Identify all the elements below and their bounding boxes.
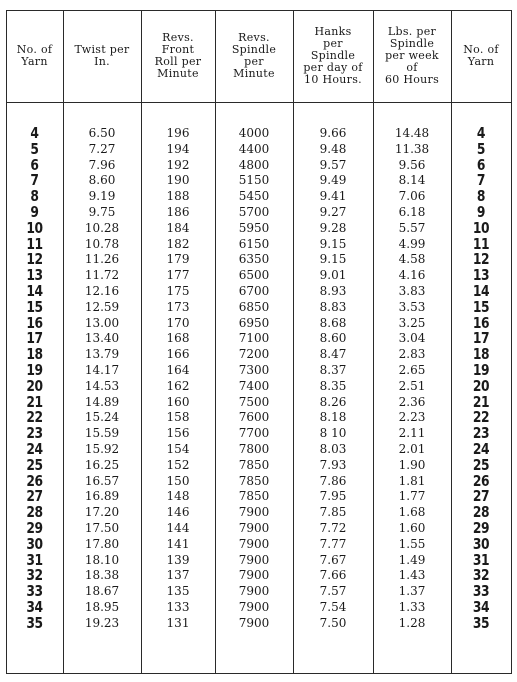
spindle-revs-cell: 7700	[238, 426, 270, 441]
twist-cell: 10.78	[84, 236, 120, 251]
hanks-cell: 9.57	[319, 157, 347, 172]
yarn-number-cell: 35	[26, 613, 43, 632]
front-roll-cell: 186	[166, 204, 190, 219]
twist-cell: 13.40	[84, 331, 120, 346]
spindle-revs-cell: 5150	[238, 173, 270, 188]
spindle-revs-cell: 7900	[238, 536, 270, 551]
front-roll-cell: 175	[166, 283, 190, 298]
lbs-cell: 4.58	[398, 252, 426, 267]
front-roll-cell: 173	[166, 299, 190, 314]
front-roll-cell: 133	[166, 599, 190, 614]
hanks-cell: 8.18	[319, 410, 347, 425]
column-front-roll	[141, 126, 215, 632]
column-lbs	[373, 126, 451, 632]
yarn-number-cell: 28	[472, 503, 490, 522]
lbs-cell: 2.51	[398, 378, 426, 393]
spindle-revs-cell: 7900	[238, 505, 270, 520]
twist-cell: 11.26	[84, 252, 120, 267]
hanks-cell: 8.26	[319, 394, 347, 409]
column-yarn-no	[6, 126, 63, 632]
lbs-cell: 2.11	[398, 426, 426, 441]
lbs-cell: 1.77	[398, 489, 426, 504]
twist-cell: 8.60	[88, 173, 116, 188]
twist-cell: 17.20	[84, 505, 120, 520]
lbs-cell: 7.06	[398, 189, 426, 204]
yarn-number-cell: 29	[472, 518, 490, 537]
lbs-cell: 4.16	[398, 268, 426, 283]
lbs-cell: 1.37	[398, 584, 426, 599]
hanks-cell: 7.93	[319, 457, 347, 472]
yarn-number-cell: 27	[26, 487, 43, 506]
hanks-cell: 7.67	[319, 552, 347, 567]
lbs-cell: 1.43	[398, 568, 426, 583]
yarn-number-cell: 30	[472, 534, 490, 553]
spindle-revs-cell: 7900	[238, 552, 270, 567]
yarn-number-cell: 29	[26, 518, 43, 537]
spindle-revs-cell: 5700	[238, 204, 270, 219]
hanks-cell: 9.28	[319, 220, 347, 235]
hanks-cell: 8 10	[319, 426, 347, 441]
hanks-cell: 9.15	[319, 236, 347, 251]
yarn-number-cell: 9	[30, 202, 39, 221]
front-roll-cell: 137	[166, 568, 190, 583]
lbs-cell: 2.65	[398, 362, 426, 377]
spindle-revs-cell: 7200	[238, 347, 270, 362]
front-roll-cell: 188	[166, 189, 190, 204]
spindle-revs-cell: 7800	[238, 441, 270, 456]
column-hanks	[293, 126, 373, 632]
yarn-number-cell: 8	[476, 187, 486, 206]
twist-cell: 11.72	[84, 268, 120, 283]
lbs-cell: 2.83	[398, 347, 426, 362]
spindle-revs-cell: 4800	[238, 157, 270, 172]
twist-cell: 6.50	[88, 126, 116, 140]
lbs-cell: 1.81	[398, 473, 426, 488]
hanks-cell: 7.77	[319, 536, 347, 551]
yarn-number-cell: 21	[472, 392, 490, 411]
front-roll-cell: 184	[166, 220, 190, 235]
yarn-number-cell: 5	[30, 139, 39, 158]
yarn-number-cell: 31	[472, 550, 490, 569]
hanks-cell: 9.41	[319, 189, 347, 204]
yarn-number-cell: 11	[26, 234, 43, 253]
lbs-cell: 9.56	[398, 157, 426, 172]
spindle-revs-cell: 6700	[238, 283, 270, 298]
spindle-revs-cell: 7900	[238, 584, 270, 599]
yarn-number-cell: 13	[26, 266, 43, 285]
twist-cell: 18.67	[84, 584, 120, 599]
lbs-cell: 2.36	[398, 394, 426, 409]
twist-cell: 18.95	[84, 599, 120, 614]
front-roll-cell: 192	[166, 157, 190, 172]
column-twist	[63, 126, 141, 632]
lbs-cell: 1.28	[398, 615, 426, 630]
twist-cell: 15.59	[84, 426, 120, 441]
front-roll-cell: 131	[166, 615, 190, 630]
lbs-cell: 2.23	[398, 410, 426, 425]
yarn-number-cell: 26	[26, 471, 43, 490]
front-roll-cell: 146	[166, 505, 190, 520]
spindle-revs-cell: 6150	[238, 236, 270, 251]
yarn-number-cell: 21	[26, 392, 43, 411]
front-roll-cell: 148	[166, 489, 190, 504]
yarn-number-cell: 15	[472, 297, 490, 316]
yarn-number-cell: 18	[26, 345, 43, 364]
yarn-number-cell: 34	[472, 597, 490, 616]
hanks-cell: 7.66	[319, 568, 347, 583]
front-roll-cell: 166	[166, 347, 190, 362]
hanks-cell: 8.03	[319, 441, 347, 456]
spindle-revs-cell: 7900	[238, 520, 270, 535]
twist-cell: 7.27	[88, 141, 116, 156]
right-border	[511, 10, 512, 674]
header-spindle-revs: Revs. Spindle per Minute	[231, 31, 277, 80]
yarn-number-cell: 26	[472, 471, 490, 490]
yarn-number-cell: 14	[26, 281, 43, 300]
twist-cell: 14.53	[84, 378, 120, 393]
yarn-number-cell: 10	[472, 218, 490, 237]
hanks-cell: 8.83	[319, 299, 347, 314]
yarn-number-cell: 25	[472, 455, 490, 474]
yarn-number-cell: 20	[26, 376, 43, 395]
hanks-cell: 7.72	[319, 520, 347, 535]
twist-cell: 7.96	[88, 157, 116, 172]
front-roll-cell: 196	[166, 126, 190, 140]
lbs-cell: 1.60	[398, 520, 426, 535]
twist-cell: 9.19	[88, 189, 116, 204]
twist-cell: 13.00	[84, 315, 120, 330]
lbs-cell: 5.57	[398, 220, 426, 235]
yarn-number-cell: 6	[476, 155, 486, 174]
lbs-cell: 14.48	[394, 126, 430, 140]
column-spindle-revs	[215, 126, 293, 632]
yarn-number-cell: 7	[30, 171, 39, 190]
yarn-number-cell: 9	[476, 202, 486, 221]
yarn-number-cell: 12	[472, 250, 490, 269]
hanks-cell: 7.54	[319, 599, 347, 614]
lbs-cell: 3.25	[398, 315, 426, 330]
column-yarn-no-right	[451, 126, 511, 632]
hanks-cell: 7.50	[319, 615, 347, 630]
yarn-number-cell: 8	[30, 187, 39, 206]
front-roll-cell: 190	[166, 173, 190, 188]
yarn-number-cell: 34	[26, 597, 43, 616]
twist-cell: 12.16	[84, 283, 120, 298]
yarn-number-cell: 24	[26, 439, 43, 458]
lbs-cell: 11.38	[394, 141, 430, 156]
front-roll-cell: 170	[166, 315, 190, 330]
header-yarn-no: No. of Yarn	[16, 43, 53, 68]
yarn-number-cell: 32	[26, 566, 43, 585]
spindle-revs-cell: 4000	[238, 126, 270, 140]
lbs-cell: 1.33	[398, 599, 426, 614]
spindle-revs-cell: 7100	[238, 331, 270, 346]
lbs-cell: 3.53	[398, 299, 426, 314]
front-roll-cell: 164	[166, 362, 190, 377]
hanks-cell: 8.35	[319, 378, 347, 393]
spindle-revs-cell: 5950	[238, 220, 270, 235]
lbs-cell: 6.18	[398, 204, 426, 219]
front-roll-cell: 139	[166, 552, 190, 567]
lbs-cell: 1.49	[398, 552, 426, 567]
spindle-revs-cell: 7900	[238, 599, 270, 614]
twist-cell: 17.80	[84, 536, 120, 551]
lbs-cell: 1.68	[398, 505, 426, 520]
yarn-number-cell: 15	[26, 297, 43, 316]
spindle-revs-cell: 6500	[238, 268, 270, 283]
lbs-cell: 2.01	[398, 441, 426, 456]
header-front-roll: Revs. Front Roll per Minute	[154, 31, 202, 80]
twist-cell: 14.17	[84, 362, 120, 377]
front-roll-cell: 135	[166, 584, 190, 599]
yarn-number-cell: 35	[472, 613, 490, 632]
yarn-number-cell: 23	[472, 424, 490, 443]
spindle-revs-cell: 6950	[238, 315, 270, 330]
yarn-number-cell: 13	[472, 266, 490, 285]
twist-cell: 15.24	[84, 410, 120, 425]
yarn-number-cell: 23	[26, 424, 43, 443]
spindle-revs-cell: 7600	[238, 410, 270, 425]
spindle-revs-cell: 7900	[238, 615, 270, 630]
yarn-number-cell: 24	[472, 439, 490, 458]
hanks-cell: 9.01	[319, 268, 347, 283]
yarn-number-cell: 25	[26, 455, 43, 474]
front-roll-cell: 154	[166, 441, 190, 456]
hanks-cell: 9.27	[319, 204, 347, 219]
yarn-number-cell: 33	[26, 582, 43, 601]
twist-cell: 12.59	[84, 299, 120, 314]
lbs-cell: 1.55	[398, 536, 426, 551]
header-yarn-no-right: No. of Yarn	[463, 43, 499, 68]
yarn-number-cell: 27	[472, 487, 490, 506]
twist-cell: 10.28	[84, 220, 120, 235]
twist-cell: 17.50	[84, 520, 120, 535]
yarn-number-cell: 16	[472, 313, 490, 332]
yarn-number-cell: 11	[472, 234, 490, 253]
front-roll-cell: 156	[166, 426, 190, 441]
twist-cell: 18.10	[84, 552, 120, 567]
front-roll-cell: 194	[166, 141, 190, 156]
twist-cell: 16.89	[84, 489, 120, 504]
hanks-cell: 8.68	[319, 315, 347, 330]
yarn-number-cell: 12	[26, 250, 43, 269]
hanks-cell: 7.57	[319, 584, 347, 599]
twist-cell: 15.92	[84, 441, 120, 456]
spindle-revs-cell: 7300	[238, 362, 270, 377]
twist-cell: 19.23	[84, 615, 120, 630]
front-roll-cell: 160	[166, 394, 190, 409]
hanks-cell: 8.93	[319, 283, 347, 298]
hanks-cell: 8.37	[319, 362, 347, 377]
lbs-cell: 1.90	[398, 457, 426, 472]
header-lbs: Lbs. per Spindle per week of 60 Hours	[384, 25, 440, 86]
twist-cell: 9.75	[88, 204, 116, 219]
spindle-revs-cell: 6850	[238, 299, 270, 314]
yarn-number-cell: 18	[472, 345, 490, 364]
hanks-cell: 7.86	[319, 473, 347, 488]
header-hanks: Hanks per Spindle per day of 10 Hours.	[303, 25, 363, 86]
yarn-spinning-table	[6, 10, 512, 674]
front-roll-cell: 150	[166, 473, 190, 488]
lbs-cell: 4.99	[398, 236, 426, 251]
spindle-revs-cell: 7500	[238, 394, 270, 409]
front-roll-cell: 162	[166, 378, 190, 393]
yarn-number-cell: 14	[472, 281, 490, 300]
spindle-revs-cell: 6350	[238, 252, 270, 267]
spindle-revs-cell: 7850	[238, 473, 270, 488]
hanks-cell: 9.15	[319, 252, 347, 267]
yarn-number-cell: 16	[26, 313, 43, 332]
yarn-number-cell: 22	[472, 408, 490, 427]
yarn-number-cell: 30	[26, 534, 43, 553]
yarn-number-cell: 22	[26, 408, 43, 427]
yarn-number-cell: 31	[26, 550, 43, 569]
hanks-cell: 9.48	[319, 141, 347, 156]
yarn-number-cell: 7	[476, 171, 486, 190]
yarn-number-cell: 4	[476, 124, 486, 142]
yarn-number-cell: 19	[472, 360, 490, 379]
lbs-cell: 8.14	[398, 173, 426, 188]
twist-cell: 14.89	[84, 394, 120, 409]
hanks-cell: 8.60	[319, 331, 347, 346]
spindle-revs-cell: 7850	[238, 457, 270, 472]
front-roll-cell: 141	[166, 536, 190, 551]
twist-cell: 16.25	[84, 457, 120, 472]
spindle-revs-cell: 7850	[238, 489, 270, 504]
hanks-cell: 9.66	[319, 126, 347, 140]
front-roll-cell: 152	[166, 457, 190, 472]
front-roll-cell: 144	[166, 520, 190, 535]
hanks-cell: 7.95	[319, 489, 347, 504]
front-roll-cell: 177	[166, 268, 190, 283]
hanks-cell: 7.85	[319, 505, 347, 520]
spindle-revs-cell: 5450	[238, 189, 270, 204]
hanks-cell: 9.49	[319, 173, 347, 188]
twist-cell: 16.57	[84, 473, 120, 488]
yarn-number-cell: 32	[472, 566, 490, 585]
yarn-number-cell: 20	[472, 376, 490, 395]
yarn-number-cell: 10	[26, 218, 43, 237]
spindle-revs-cell: 7900	[238, 568, 270, 583]
header-twist: Twist per In.	[74, 43, 130, 68]
yarn-number-cell: 5	[476, 139, 486, 158]
yarn-number-cell: 6	[30, 155, 39, 174]
yarn-number-cell: 4	[30, 124, 39, 142]
twist-cell: 13.79	[84, 347, 120, 362]
hanks-cell: 8.47	[319, 347, 347, 362]
twist-cell: 18.38	[84, 568, 120, 583]
yarn-number-cell: 19	[26, 360, 43, 379]
front-roll-cell: 158	[166, 410, 190, 425]
bottom-border	[6, 673, 512, 674]
yarn-number-cell: 33	[472, 582, 490, 601]
front-roll-cell: 179	[166, 252, 190, 267]
front-roll-cell: 168	[166, 331, 190, 346]
lbs-cell: 3.04	[398, 331, 426, 346]
yarn-number-cell: 17	[26, 329, 43, 348]
yarn-number-cell: 28	[26, 503, 43, 522]
header-divider	[6, 102, 512, 103]
yarn-number-cell: 17	[472, 329, 490, 348]
spindle-revs-cell: 7400	[238, 378, 270, 393]
spindle-revs-cell: 4400	[238, 141, 270, 156]
lbs-cell: 3.83	[398, 283, 426, 298]
front-roll-cell: 182	[166, 236, 190, 251]
